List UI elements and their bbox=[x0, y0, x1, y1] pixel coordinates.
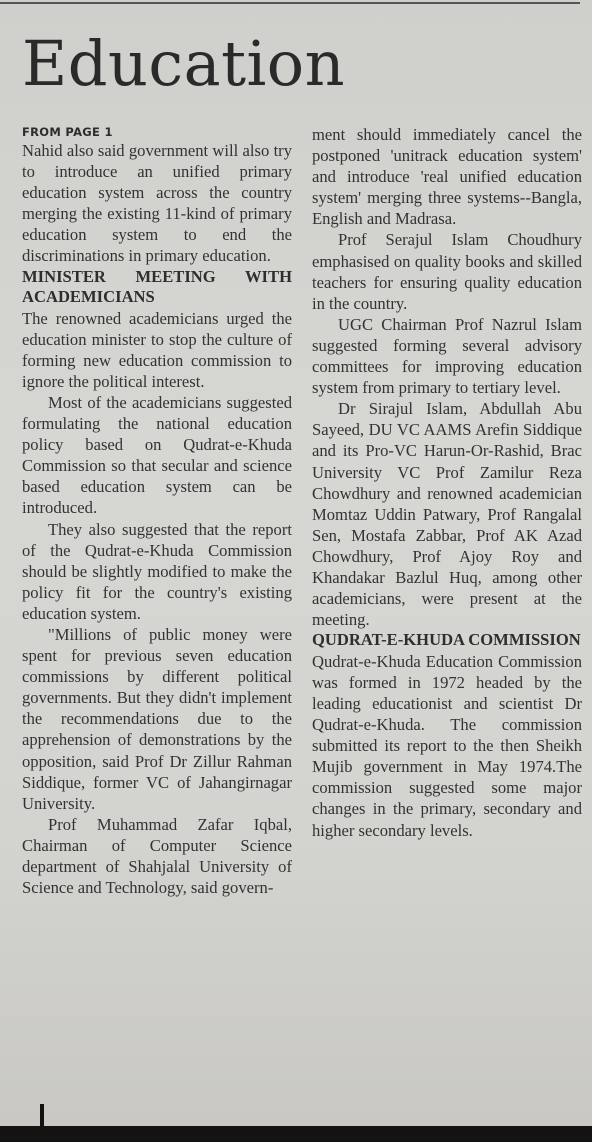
article-paragraph: Qudrat-e-Khuda Education Commission was formed in 1972 headed by the leading educationist and scientist Dr Qudrat-e-Khuda. The commission submitted its report to the then Sheikh Mujib government in May 1974.The commission suggested some major changes in the primary, secondary and higher secondary levels. bbox=[312, 651, 582, 840]
subheading: QUDRAT-E-KHUDA COMMISSION bbox=[312, 630, 581, 650]
article-paragraph: ment should immediately cancel the postponed 'unitrack education system' and introduce 'real unified education system' merging three systems--Bangla, English and Madrasa. bbox=[312, 125, 582, 229]
article-paragraph: Dr Sirajul Islam, Abdullah Abu Sayeed, DU VC AAMS Arefin Siddique and its Pro-VC Harun-Or-Rashid, Brac University VC Prof Zamilur Reza Chowdhury and renowned academician Momtaz Uddin Patwary, Prof Rangalal Sen, Mostafa Zabbar, Prof AK Azad Chowdhury, Prof Ajoy Roy and Khandakar Bazlul Huq, among other academicians, were present at the meeting. bbox=[312, 399, 582, 630]
left-column-body bbox=[22, 140, 292, 898]
article-paragraph: Most of the academicians suggested formulating the national education policy based on Qudrat-e-Khuda Commission so that secular and science based education system can be introduced. bbox=[22, 392, 292, 518]
right-column-body bbox=[312, 124, 582, 841]
article-paragraph: "Millions of public money were spent for previous seven education commissions by different political governments. But they didn't implement the recommendations due to the apprehension of demonstrations by the opposition, said Prof Dr Zillur Rahman Siddique, former VC of Jahangirnagar University. bbox=[22, 624, 292, 813]
subheading: MINISTER MEETING WITH ACADEMICIANS bbox=[22, 266, 292, 307]
top-rule bbox=[0, 2, 580, 4]
article-paragraph: Nahid also said government will also try to introduce an unified primary education system across the country merging the existing 11-kind of primary education system to end the discriminations in primary education. bbox=[22, 141, 292, 266]
article-paragraph: They also suggested that the report of the Qudrat-e-Khuda Commission should be slightly modified to make the policy fit for the country's existing education system. bbox=[22, 519, 292, 623]
fold-mark bbox=[40, 1104, 44, 1126]
article-paragraph: UGC Chairman Prof Nazrul Islam suggested forming several advisory committees for improving education system from primary to tertiary level. bbox=[312, 314, 582, 398]
article-paragraph: The renowned academicians urged the education minister to stop the culture of forming new education commission to ignore the political interest. bbox=[22, 308, 292, 391]
bottom-edge bbox=[0, 1126, 592, 1142]
article-paragraph: Prof Serajul Islam Choudhury emphasised on quality books and skilled teachers for ensuring quality education in the country. bbox=[312, 230, 582, 313]
article-column-right bbox=[312, 124, 582, 841]
section-title: Education bbox=[22, 27, 346, 100]
continuation-kicker: FROM PAGE 1 bbox=[22, 125, 113, 139]
article-paragraph: Prof Muhammad Zafar Iqbal, Chairman of Computer Science department of Shahjalal University of Science and Technology, said govern- bbox=[22, 814, 292, 898]
article-column-left bbox=[22, 124, 292, 898]
